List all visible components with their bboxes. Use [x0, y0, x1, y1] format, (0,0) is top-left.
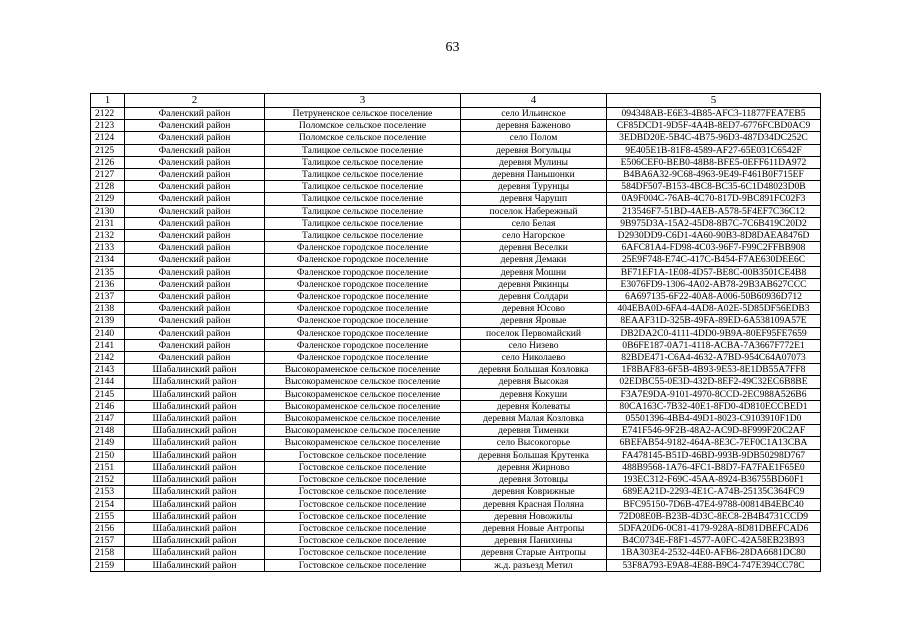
settlement-cell: Фаленское городское поселение: [265, 254, 461, 266]
locality-cell: деревня Коврижные: [461, 486, 607, 498]
locality-cell: село Низево: [461, 339, 607, 351]
locality-cell: деревня Новые Антропы: [461, 522, 607, 534]
table-row: [91, 230, 821, 242]
table-row: [91, 364, 821, 376]
settlement-cell: Гостовское сельское поселение: [265, 522, 461, 534]
guid-cell: 25E9F748-E74C-417C-B454-F7AE630DEE6C: [607, 254, 821, 266]
district-cell: Шабалинский район: [125, 376, 265, 388]
guid-cell: 8EAAF31D-325B-49FA-89ED-6A538109A57E: [607, 315, 821, 327]
table-row: [91, 291, 821, 303]
table-row: [91, 339, 821, 351]
column-header-3: 3: [265, 94, 461, 108]
row-number-cell: 2135: [91, 266, 125, 278]
settlement-cell: Фаленское городское поселение: [265, 352, 461, 364]
guid-cell: 094348AB-E6E3-4B85-AFC3-11877FEA7EB5: [607, 108, 821, 120]
settlements-table: [90, 93, 821, 572]
column-header-1: 1: [91, 94, 125, 108]
row-number-cell: 2145: [91, 388, 125, 400]
settlement-cell: Талицкое сельское поселение: [265, 217, 461, 229]
district-cell: Фаленский район: [125, 291, 265, 303]
settlement-cell: Фаленское городское поселение: [265, 339, 461, 351]
district-cell: Шабалинский район: [125, 510, 265, 522]
table-header-row: [91, 94, 821, 108]
settlement-cell: Высокораменское сельское поселение: [265, 388, 461, 400]
table-row: [91, 266, 821, 278]
settlement-cell: Гостовское сельское поселение: [265, 474, 461, 486]
row-number-cell: 2153: [91, 486, 125, 498]
table-row: [91, 547, 821, 559]
locality-cell: деревня Паньшонки: [461, 169, 607, 181]
table-row: [91, 144, 821, 156]
settlement-cell: Фаленское городское поселение: [265, 278, 461, 290]
locality-cell: деревня Мошни: [461, 266, 607, 278]
settlement-cell: Талицкое сельское поселение: [265, 144, 461, 156]
table-row: [91, 474, 821, 486]
row-number-cell: 2159: [91, 559, 125, 571]
row-number-cell: 2155: [91, 510, 125, 522]
table-row: [91, 327, 821, 339]
guid-cell: 80CA163C-7B32-40E1-8FD0-4D810ECCBED1: [607, 400, 821, 412]
settlement-cell: Фаленское городское поселение: [265, 266, 461, 278]
table-body: [91, 108, 821, 572]
settlement-cell: Гостовское сельское поселение: [265, 461, 461, 473]
locality-cell: поселок Первомайский: [461, 327, 607, 339]
row-number-cell: 2129: [91, 193, 125, 205]
table-row: [91, 437, 821, 449]
guid-cell: 0B6FE187-0A71-4118-ACBA-7A3667F772E1: [607, 339, 821, 351]
locality-cell: село Высокогорье: [461, 437, 607, 449]
column-header-2: 2: [125, 94, 265, 108]
row-number-cell: 2139: [91, 315, 125, 327]
district-cell: Шабалинский район: [125, 449, 265, 461]
settlement-cell: Фаленское городское поселение: [265, 327, 461, 339]
guid-cell: 72D08E0B-B23B-4D3C-8EC8-2B4B4731CCD9: [607, 510, 821, 522]
settlement-cell: Талицкое сельское поселение: [265, 205, 461, 217]
locality-cell: деревня Веселки: [461, 242, 607, 254]
table-row: [91, 242, 821, 254]
guid-cell: D2930DD9-C6D1-4A60-90B3-8D8DAEA8476D: [607, 230, 821, 242]
row-number-cell: 2158: [91, 547, 125, 559]
guid-cell: E741F546-9F2B-48A2-AC9D-8F999F20C2AF: [607, 425, 821, 437]
row-number-cell: 2157: [91, 535, 125, 547]
district-cell: Шабалинский район: [125, 364, 265, 376]
guid-cell: 6BEFAB54-9182-464A-8E3C-7EF0C1A13CBA: [607, 437, 821, 449]
settlement-cell: Фаленское городское поселение: [265, 291, 461, 303]
row-number-cell: 2144: [91, 376, 125, 388]
guid-cell: 1BA303E4-2532-44E0-AFB6-28DA6681DC80: [607, 547, 821, 559]
settlement-cell: Гостовское сельское поселение: [265, 486, 461, 498]
table-row: [91, 278, 821, 290]
locality-cell: деревня Демаки: [461, 254, 607, 266]
locality-cell: деревня Баженово: [461, 120, 607, 132]
locality-cell: деревня Зотовцы: [461, 474, 607, 486]
table-row: [91, 461, 821, 473]
column-header-4: 4: [461, 94, 607, 108]
locality-cell: село Белая: [461, 217, 607, 229]
guid-cell: 53F8A793-E9A8-4E88-B9C4-747E394CC78C: [607, 559, 821, 571]
guid-cell: B4BA6A32-9C68-4963-9E49-F461B0F715EF: [607, 169, 821, 181]
locality-cell: деревня Старые Антропы: [461, 547, 607, 559]
guid-cell: 488B9568-1A76-4FC1-B8D7-FA7FAE1F65E0: [607, 461, 821, 473]
district-cell: Фаленский район: [125, 303, 265, 315]
settlement-cell: Высокораменское сельское поселение: [265, 437, 461, 449]
locality-cell: деревня Юсово: [461, 303, 607, 315]
row-number-cell: 2130: [91, 205, 125, 217]
row-number-cell: 2138: [91, 303, 125, 315]
district-cell: Фаленский район: [125, 254, 265, 266]
table-row: [91, 181, 821, 193]
row-number-cell: 2131: [91, 217, 125, 229]
settlement-cell: Талицкое сельское поселение: [265, 193, 461, 205]
district-cell: Фаленский район: [125, 217, 265, 229]
table-row: [91, 388, 821, 400]
row-number-cell: 2127: [91, 169, 125, 181]
district-cell: Фаленский район: [125, 144, 265, 156]
table-row: [91, 425, 821, 437]
locality-cell: село Нагорское: [461, 230, 607, 242]
guid-cell: 689EA21D-2293-4E1C-A74B-25135C364FC9: [607, 486, 821, 498]
table-row: [91, 498, 821, 510]
locality-cell: ж.д. разъезд Метил: [461, 559, 607, 571]
locality-cell: деревня Высокая: [461, 376, 607, 388]
guid-cell: 404EBA0D-6FA4-4AD8-A02E-5D85DF56EDB3: [607, 303, 821, 315]
locality-cell: деревня Новожилы: [461, 510, 607, 522]
district-cell: Шабалинский район: [125, 522, 265, 534]
table-row: [91, 217, 821, 229]
locality-cell: деревня Вогульцы: [461, 144, 607, 156]
locality-cell: деревня Яровые: [461, 315, 607, 327]
guid-cell: BF71EF1A-1E08-4D57-BE8C-00B3501CE4B8: [607, 266, 821, 278]
settlement-cell: Талицкое сельское поселение: [265, 181, 461, 193]
district-cell: Фаленский район: [125, 193, 265, 205]
table-row: [91, 315, 821, 327]
district-cell: Шабалинский район: [125, 535, 265, 547]
table-row: [91, 108, 821, 120]
locality-cell: деревня Турунцы: [461, 181, 607, 193]
row-number-cell: 2126: [91, 156, 125, 168]
settlement-cell: Гостовское сельское поселение: [265, 559, 461, 571]
row-number-cell: 2150: [91, 449, 125, 461]
row-number-cell: 2124: [91, 132, 125, 144]
guid-cell: 1F8BAF83-6F5B-4B93-9E53-8E1DB55A7FF8: [607, 364, 821, 376]
locality-cell: село Николаево: [461, 352, 607, 364]
table-row: [91, 156, 821, 168]
district-cell: Фаленский район: [125, 327, 265, 339]
district-cell: Шабалинский район: [125, 559, 265, 571]
table-row: [91, 120, 821, 132]
settlement-cell: Гостовское сельское поселение: [265, 449, 461, 461]
column-header-5: 5: [607, 94, 821, 108]
district-cell: Фаленский район: [125, 315, 265, 327]
settlement-cell: Поломское сельское поселение: [265, 120, 461, 132]
guid-cell: 82BDE471-C6A4-4632-A7BD-954C64A07073: [607, 352, 821, 364]
district-cell: Фаленский район: [125, 278, 265, 290]
district-cell: Шабалинский район: [125, 498, 265, 510]
locality-cell: деревня Мулины: [461, 156, 607, 168]
district-cell: Фаленский район: [125, 132, 265, 144]
table-row: [91, 132, 821, 144]
guid-cell: F3A7E9DA-9101-4970-8CCD-2EC988A526B6: [607, 388, 821, 400]
settlement-cell: Фаленское городское поселение: [265, 315, 461, 327]
settlement-cell: Петруненское сельское поселение: [265, 108, 461, 120]
row-number-cell: 2154: [91, 498, 125, 510]
row-number-cell: 2134: [91, 254, 125, 266]
district-cell: Фаленский район: [125, 120, 265, 132]
locality-cell: деревня Малая Козловка: [461, 413, 607, 425]
guid-cell: 5DFA20D6-0C81-4179-928A-8D81DBEFCAD6: [607, 522, 821, 534]
table-row: [91, 559, 821, 571]
guid-cell: E3076FD9-1306-4A02-AB78-29B3AB627CCC: [607, 278, 821, 290]
settlement-cell: Талицкое сельское поселение: [265, 169, 461, 181]
locality-cell: деревня Тименки: [461, 425, 607, 437]
district-cell: Шабалинский район: [125, 425, 265, 437]
table-row: [91, 169, 821, 181]
settlement-cell: Талицкое сельское поселение: [265, 156, 461, 168]
settlement-cell: Высокораменское сельское поселение: [265, 376, 461, 388]
table-row: [91, 193, 821, 205]
table-row: [91, 510, 821, 522]
locality-cell: село Ильинское: [461, 108, 607, 120]
row-number-cell: 2136: [91, 278, 125, 290]
guid-cell: 9B975D3A-15A2-45D8-8B7C-7C6B419C20D2: [607, 217, 821, 229]
settlement-cell: Талицкое сельское поселение: [265, 230, 461, 242]
district-cell: Шабалинский район: [125, 400, 265, 412]
district-cell: Шабалинский район: [125, 547, 265, 559]
locality-cell: деревня Солдари: [461, 291, 607, 303]
row-number-cell: 2137: [91, 291, 125, 303]
table-row: [91, 413, 821, 425]
guid-cell: 6A697135-6F22-40A8-A006-50B60936D712: [607, 291, 821, 303]
settlement-cell: Гостовское сельское поселение: [265, 547, 461, 559]
locality-cell: деревня Кокуши: [461, 388, 607, 400]
table-row: [91, 303, 821, 315]
district-cell: Шабалинский район: [125, 486, 265, 498]
district-cell: Фаленский район: [125, 266, 265, 278]
district-cell: Шабалинский район: [125, 461, 265, 473]
locality-cell: деревня Панихины: [461, 535, 607, 547]
district-cell: Шабалинский район: [125, 388, 265, 400]
settlement-cell: Поломское сельское поселение: [265, 132, 461, 144]
guid-cell: 0A9F004C-76AB-4C70-817D-9BC891FC02F3: [607, 193, 821, 205]
guid-cell: 193EC312-F69C-45AA-8924-B36755BD60F1: [607, 474, 821, 486]
guid-cell: 9E405E1B-81F8-4589-AF27-65E031C6542F: [607, 144, 821, 156]
row-number-cell: 2141: [91, 339, 125, 351]
row-number-cell: 2148: [91, 425, 125, 437]
row-number-cell: 2125: [91, 144, 125, 156]
locality-cell: деревня Колеваты: [461, 400, 607, 412]
table-row: [91, 449, 821, 461]
district-cell: Фаленский район: [125, 230, 265, 242]
district-cell: Фаленский район: [125, 181, 265, 193]
row-number-cell: 2146: [91, 400, 125, 412]
district-cell: Фаленский район: [125, 169, 265, 181]
guid-cell: DB2DA2C0-4111-4DD0-9B9A-80EF95FE7659: [607, 327, 821, 339]
locality-cell: поселок Набережный: [461, 205, 607, 217]
settlement-cell: Гостовское сельское поселение: [265, 498, 461, 510]
table-row: [91, 376, 821, 388]
settlement-cell: Высокораменское сельское поселение: [265, 425, 461, 437]
locality-cell: деревня Чарушп: [461, 193, 607, 205]
guid-cell: 05501396-4BB4-49D1-8023-C9103910F1D0: [607, 413, 821, 425]
locality-cell: деревня Красная Поляна: [461, 498, 607, 510]
row-number-cell: 2140: [91, 327, 125, 339]
guid-cell: 02EDBC55-0E3D-432D-8EF2-49C32EC6B8BE: [607, 376, 821, 388]
page-number: 63: [445, 40, 460, 55]
row-number-cell: 2149: [91, 437, 125, 449]
guid-cell: E506CEF0-BEB0-48B8-BFE5-0EFF611DA972: [607, 156, 821, 168]
settlements-table-container: [90, 93, 820, 572]
guid-cell: BFC95150-7D6B-47E4-9788-00814B4EBC40: [607, 498, 821, 510]
table-row: [91, 486, 821, 498]
row-number-cell: 2123: [91, 120, 125, 132]
settlement-cell: Фаленское городское поселение: [265, 303, 461, 315]
district-cell: Фаленский район: [125, 205, 265, 217]
guid-cell: 3EDBD20E-5B4C-4B75-96D3-487D34DC252C: [607, 132, 821, 144]
district-cell: Шабалинский район: [125, 474, 265, 486]
locality-cell: деревня Рякинцы: [461, 278, 607, 290]
guid-cell: 584DF507-B153-4BC8-BC35-6C1D48023D0B: [607, 181, 821, 193]
district-cell: Фаленский район: [125, 156, 265, 168]
guid-cell: 213546F7-51BD-4AEB-A578-5F4EF7C36C12: [607, 205, 821, 217]
district-cell: Фаленский район: [125, 352, 265, 364]
settlement-cell: Высокораменское сельское поселение: [265, 400, 461, 412]
table-row: [91, 535, 821, 547]
district-cell: Шабалинский район: [125, 437, 265, 449]
row-number-cell: 2151: [91, 461, 125, 473]
row-number-cell: 2147: [91, 413, 125, 425]
district-cell: Фаленский район: [125, 108, 265, 120]
table-row: [91, 522, 821, 534]
row-number-cell: 2142: [91, 352, 125, 364]
guid-cell: FA478145-B51D-46BD-993B-9DB50298D767: [607, 449, 821, 461]
district-cell: Шабалинский район: [125, 413, 265, 425]
settlement-cell: Гостовское сельское поселение: [265, 535, 461, 547]
row-number-cell: 2132: [91, 230, 125, 242]
row-number-cell: 2133: [91, 242, 125, 254]
district-cell: Фаленский район: [125, 339, 265, 351]
table-row: [91, 254, 821, 266]
table-row: [91, 400, 821, 412]
locality-cell: село Полом: [461, 132, 607, 144]
row-number-cell: 2143: [91, 364, 125, 376]
district-cell: Фаленский район: [125, 242, 265, 254]
row-number-cell: 2152: [91, 474, 125, 486]
locality-cell: деревня Жирново: [461, 461, 607, 473]
guid-cell: B4C0734E-F8F1-4577-A0FC-42A58EB23B93: [607, 535, 821, 547]
guid-cell: CF85DCD1-9D5F-4A4B-8ED7-6776FCBD0AC9: [607, 120, 821, 132]
settlement-cell: Высокораменское сельское поселение: [265, 364, 461, 376]
row-number-cell: 2128: [91, 181, 125, 193]
table-row: [91, 205, 821, 217]
table-row: [91, 352, 821, 364]
locality-cell: деревня Большая Козловка: [461, 364, 607, 376]
settlement-cell: Фаленское городское поселение: [265, 242, 461, 254]
row-number-cell: 2156: [91, 522, 125, 534]
guid-cell: 6AFC81A4-FD98-4C03-96F7-F99C2FFBB908: [607, 242, 821, 254]
settlement-cell: Гостовское сельское поселение: [265, 510, 461, 522]
settlement-cell: Высокораменское сельское поселение: [265, 413, 461, 425]
locality-cell: деревня Большая Крутенка: [461, 449, 607, 461]
row-number-cell: 2122: [91, 108, 125, 120]
